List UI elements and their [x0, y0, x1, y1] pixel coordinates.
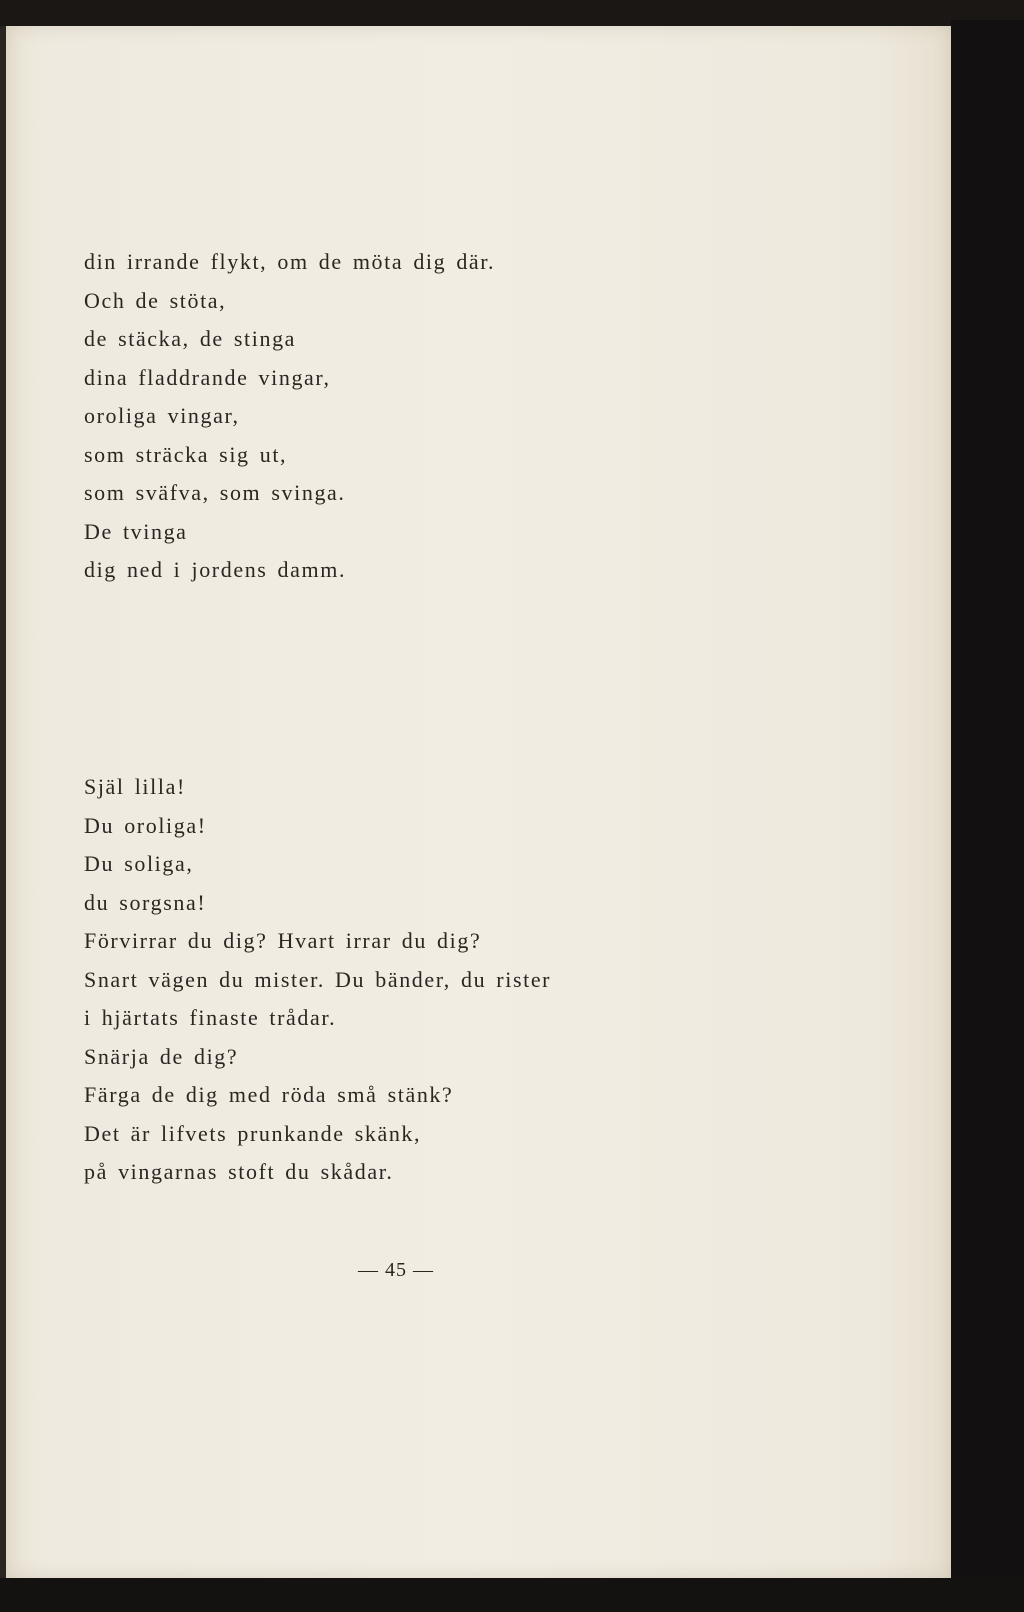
poem-line: de stäcka, de stinga — [84, 326, 297, 351]
poem-line: Snart vägen du mister. Du bänder, du rister — [84, 966, 552, 992]
poem-line: dig ned i jordens damm. — [84, 557, 347, 582]
poem-line: dina fladdrande vingar, — [84, 364, 331, 390]
poem-line: på vingarnas stoft du skådar. — [84, 1159, 394, 1184]
poem-line: som sväfva, som svinga. — [84, 480, 346, 505]
poem-line: Färga de dig med röda små stänk? — [84, 1082, 454, 1107]
book-page — [6, 26, 951, 1578]
poem-line: din irrande flykt, om de möta dig där. — [84, 249, 496, 274]
poem-line: Snärja de dig? — [84, 1043, 239, 1069]
poem-line: i hjärtats finaste trådar. — [84, 1005, 337, 1030]
poem-line: Själ lilla! — [84, 774, 186, 799]
poem-line: Du soliga, — [84, 851, 194, 876]
poem-line: Förvirrar du dig? Hvart irrar du dig? — [84, 928, 482, 953]
poem-line: De tvinga — [84, 518, 188, 544]
scan-right-border — [951, 20, 1024, 1590]
page-number: — 45 — — [358, 1259, 434, 1281]
poem-stanza-1 — [84, 243, 495, 590]
scan-bottom-border — [0, 1578, 1024, 1612]
poem-line: som sträcka sig ut, — [84, 441, 288, 467]
poem-line: Och de stöta, — [84, 287, 227, 313]
poem-stanza-2 — [84, 768, 551, 1192]
poem-line: Det är lifvets prunkande skänk, — [84, 1120, 422, 1146]
poem-line: Du oroliga! — [84, 812, 207, 838]
poem-line: oroliga vingar, — [84, 403, 240, 428]
poem-line: du sorgsna! — [84, 889, 207, 915]
